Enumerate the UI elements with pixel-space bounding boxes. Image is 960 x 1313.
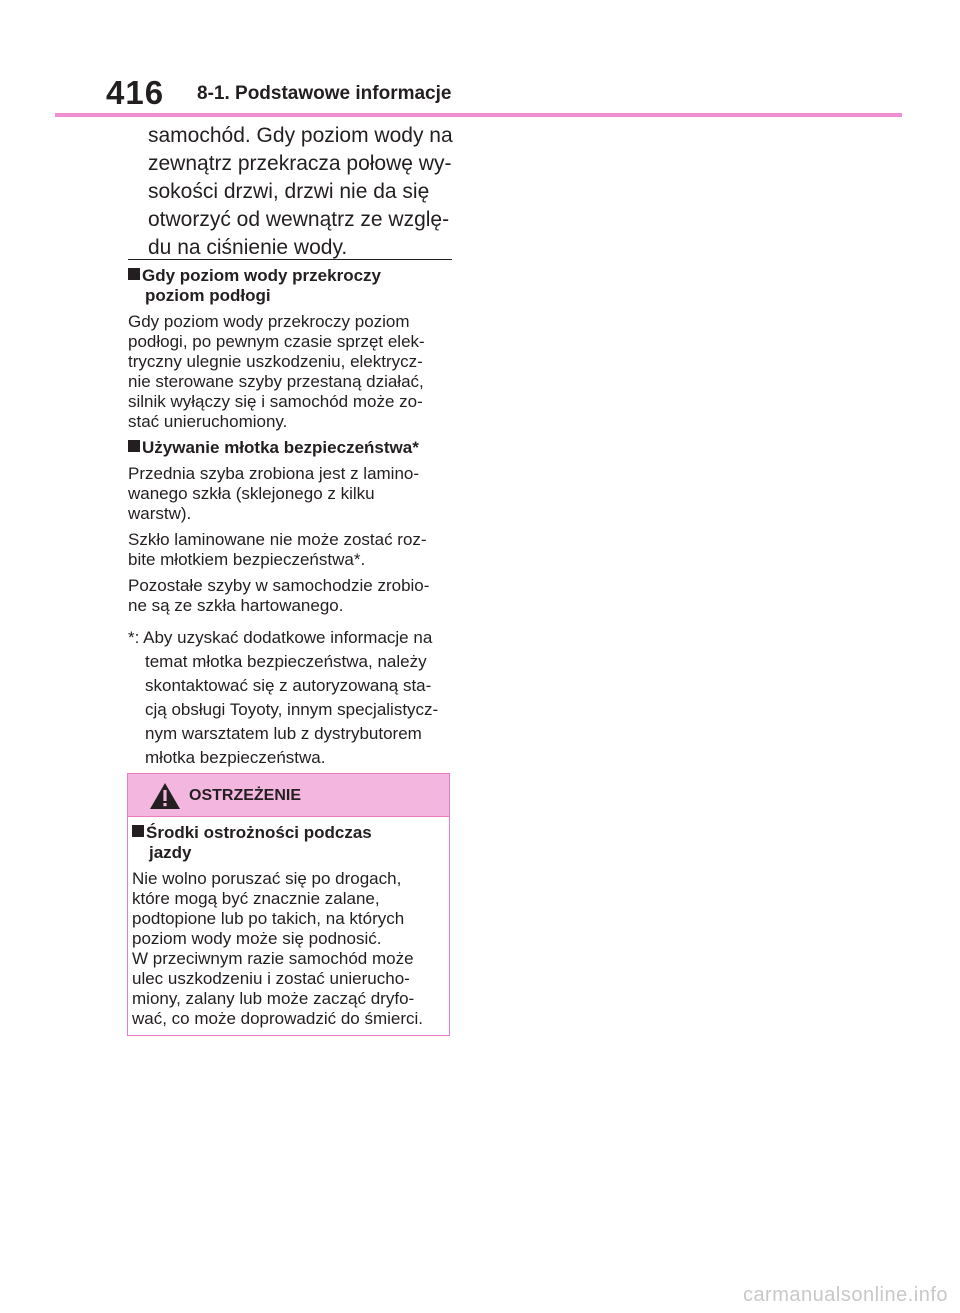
body-line: silnik wyłączy się i samochód może zo-: [128, 392, 423, 411]
footnote-line: temat młotka bezpieczeństwa, należy: [145, 652, 427, 671]
header-rule: [55, 113, 902, 117]
heading-line: Używanie młotka bezpieczeństwa*: [142, 438, 419, 457]
lead-line: zewnątrz przekracza połowę wy-: [148, 152, 452, 175]
warning-body: [132, 823, 448, 1029]
warning-header: [128, 774, 449, 817]
body-line: które mogą być znacznie zalane,: [132, 889, 380, 908]
lead-line: samochód. Gdy poziom wody na: [148, 124, 453, 147]
heading-line: Środki ostrożności podczas: [146, 823, 372, 842]
footnote-line: młotka bezpieczeństwa.: [145, 748, 326, 767]
body-line: bite młotkiem bezpieczeństwa*.: [128, 550, 366, 569]
body-line: ulec uszkodzeniu i zostać unierucho-: [132, 969, 410, 988]
square-bullet-icon: [128, 440, 140, 452]
body-line: Szkło laminowane nie może zostać roz-: [128, 530, 427, 549]
footnote-line: nym warsztatem lub z dystrybutorem: [145, 724, 422, 743]
paragraph-tempered: [128, 576, 454, 616]
lead-paragraph: [148, 122, 468, 262]
lead-line: otworzyć od wewnątrz ze wzglę-: [148, 208, 450, 231]
main-content: [128, 266, 454, 770]
body-line: warstw).: [128, 504, 192, 523]
heading-line: Gdy poziom wody przekroczy: [142, 266, 381, 285]
watermark: carmanualsonline.info: [742, 1284, 948, 1306]
body-line: ne są ze szkła hartowanego.: [128, 596, 344, 615]
section-divider: [128, 259, 452, 260]
body-line: nie sterowane szyby przestaną działać,: [128, 372, 424, 391]
body-line: W przeciwnym razie samochód może: [132, 949, 414, 968]
warning-triangle-icon: [149, 782, 181, 815]
body-line: Przednia szyba zrobiona jest z lamino-: [128, 464, 420, 483]
paragraph-water-level: [128, 312, 454, 432]
heading-line: poziom podłogi: [145, 286, 271, 305]
footnote-line: cją obsługi Toyoty, innym specjalistycz-: [145, 700, 439, 719]
warning-heading: [132, 823, 448, 863]
warning-box: [127, 773, 450, 1036]
body-line: podłogi, po pewnym czasie sprzęt elek-: [128, 332, 425, 351]
footnote-line: *: Aby uzyskać dodatkowe informacje na: [128, 628, 433, 647]
square-bullet-icon: [128, 268, 140, 280]
body-line: tryczny ulegnie uszkodzeniu, elektrycz-: [128, 352, 423, 371]
lead-line: sokości drzwi, drzwi nie da się: [148, 180, 430, 203]
body-line: podtopione lub po takich, na których: [132, 909, 405, 928]
body-line: stać unieruchomiony.: [128, 412, 288, 431]
body-line: Nie wolno poruszać się po drogach,: [132, 869, 402, 888]
page-number: 416: [106, 74, 165, 111]
body-line: wać, co może doprowadzić do śmierci.: [132, 1009, 424, 1028]
section-heading-water-level: [128, 266, 454, 306]
body-line: Pozostałe szyby w samochodzie zrobio-: [128, 576, 430, 595]
section-heading-hammer: [128, 438, 454, 458]
body-line: miony, zalany lub może zacząć dryfo-: [132, 989, 415, 1008]
heading-line: jazdy: [149, 843, 192, 862]
body-line: poziom wody może się podnosić.: [132, 929, 382, 948]
warning-title: OSTRZEŻENIE: [189, 787, 302, 804]
paragraph-laminated: [128, 530, 454, 570]
footnote: [128, 626, 454, 770]
warning-paragraph: [132, 869, 448, 1029]
body-line: Gdy poziom wody przekroczy poziom: [128, 312, 410, 331]
paragraph-windshield: [128, 464, 454, 524]
square-bullet-icon: [132, 825, 144, 837]
body-line: wanego szkła (sklejonego z kilku: [128, 484, 375, 503]
section-title: 8-1. Podstawowe informacje: [197, 83, 452, 104]
lead-line: du na ciśnienie wody.: [148, 236, 348, 259]
footnote-line: skontaktować się z autoryzowaną sta-: [145, 676, 432, 695]
